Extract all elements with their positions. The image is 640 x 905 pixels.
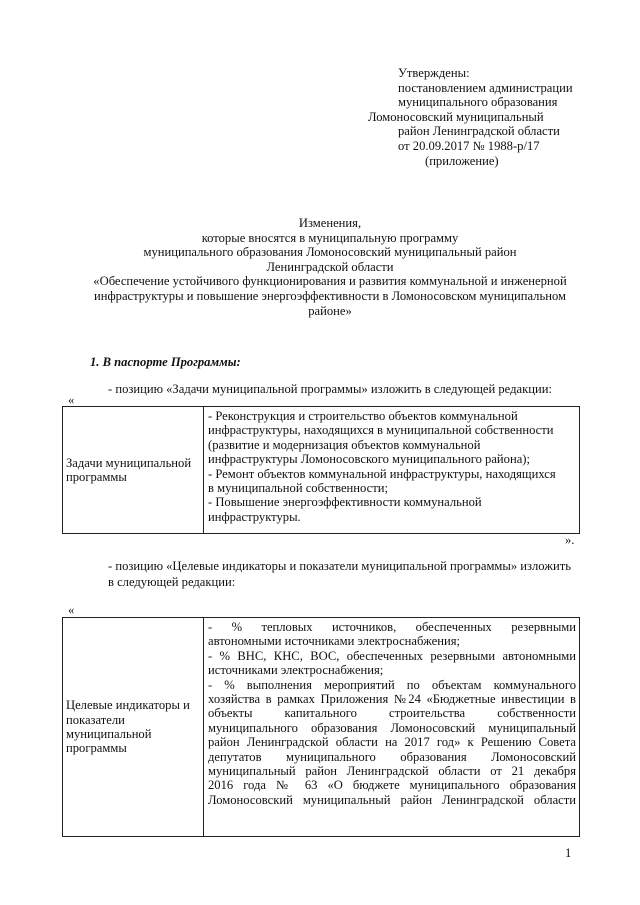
- cell-text: (развитие и модернизация объектов коммунальной: [208, 437, 481, 452]
- title-line: «Обеспечение устойчивого функционирования и развития коммунальной и инженерной: [93, 274, 567, 289]
- cell-text: - % выполнения мероприятий по объектам коммунального: [208, 677, 576, 692]
- cell-text: - Повышение энергоэффективности коммунальной: [208, 495, 482, 510]
- cell-text: - % тепловых источников, обеспеченных резервными: [208, 620, 576, 634]
- approval-line: Утверждены:: [398, 66, 470, 80]
- cell-text: инфраструктуры.: [208, 509, 301, 524]
- cell-text: район Ленинградской области на 2017 год» к Решению Совета: [208, 735, 576, 750]
- section-heading: 1. В паспорте Программы:: [90, 355, 241, 369]
- cell-text: автономными источниками электроснабжения;: [208, 634, 460, 649]
- table-row: [63, 407, 580, 534]
- cell-text: инфраструктуры Ломоносовского муниципального района);: [208, 452, 530, 467]
- cell-text: хозяйства в рамках Приложения №24 «Бюджетные инвестиции в: [208, 692, 576, 707]
- title-line: муниципального образования Ломоносовский муниципальный район: [143, 245, 517, 260]
- open-quote: «: [68, 603, 75, 617]
- cell-text: - Ремонт объектов коммунальной инфраструктуры, находящихся: [208, 466, 556, 481]
- cell-text: депутатов муниципального образования Ломоносовский: [208, 749, 576, 764]
- table-label-cell: [63, 618, 204, 837]
- title-line: Изменения,: [298, 216, 362, 230]
- title-line: инфраструктуры и повышение энергоэффективности в Ломоносовском муниципальном: [94, 288, 566, 303]
- tasks-table: [62, 406, 580, 534]
- open-quote: «: [68, 393, 75, 407]
- cell-text: муниципальной: [66, 727, 152, 741]
- cell-text: в муниципальной собственности;: [208, 481, 388, 496]
- cell-text: показатели: [66, 712, 125, 727]
- table-row: [63, 618, 580, 837]
- cell-text: Задачи муниципальной: [66, 455, 192, 470]
- cell-text: 2016 года № 63 «О бюджете муниципального образования: [208, 778, 576, 793]
- paragraph-indicators: - позицию «Целевые индикаторы и показатели муниципальной программы» изложить: [108, 559, 571, 573]
- cell-text: программы: [66, 741, 127, 756]
- cell-text: - Реконструкция и строительство объектов коммунальной: [208, 409, 518, 423]
- approval-line: от 20.09.2017 № 1988-р/17: [398, 138, 540, 153]
- cell-text: источниками электроснабжения;: [208, 663, 384, 678]
- table-content-cell: [204, 407, 580, 534]
- table-label-cell: [63, 407, 204, 534]
- approval-line: Ломоносовский муниципальный: [368, 109, 544, 124]
- approval-line: муниципального образования: [398, 95, 558, 110]
- indicators-table: [62, 617, 580, 837]
- cell-text: программы: [66, 470, 127, 484]
- cell-text: - % ВНС, КНС, ВОС, обеспеченных резервными автономными: [208, 648, 576, 663]
- close-quote: ».: [565, 533, 575, 547]
- cell-text: муниципального образования Ломоносовский муниципальный: [208, 720, 576, 735]
- paragraph-tasks: - позицию «Задачи муниципальной программы» изложить в следующей редакции:: [108, 382, 552, 396]
- cell-text: Целевые индикаторы и: [66, 698, 190, 713]
- document-title: [70, 216, 590, 318]
- cell-text: инфраструктуры, находящихся в муниципальной собственности: [208, 423, 554, 438]
- title-line: которые вносятся в муниципальную программу: [201, 230, 459, 245]
- cell-text: объекты капитального строительства собственности: [208, 706, 576, 721]
- approval-line: постановлением администрации: [398, 80, 573, 95]
- table-content-cell: [204, 618, 580, 837]
- cell-text: Ломоносовский муниципальный район Ленинградской области: [208, 792, 576, 807]
- cell-text: муниципальный район Ленинградской области от 21 декабря: [208, 764, 576, 779]
- approval-stamp: [368, 66, 628, 168]
- title-line: Ленинградской области: [266, 259, 394, 274]
- approval-line: (приложение): [425, 153, 499, 168]
- page-number: 1: [565, 846, 572, 860]
- title-line: районе»: [308, 303, 352, 318]
- paragraph-indicators-cont: в следующей редакции:: [108, 575, 236, 589]
- approval-line: район Ленинградской области: [398, 124, 560, 139]
